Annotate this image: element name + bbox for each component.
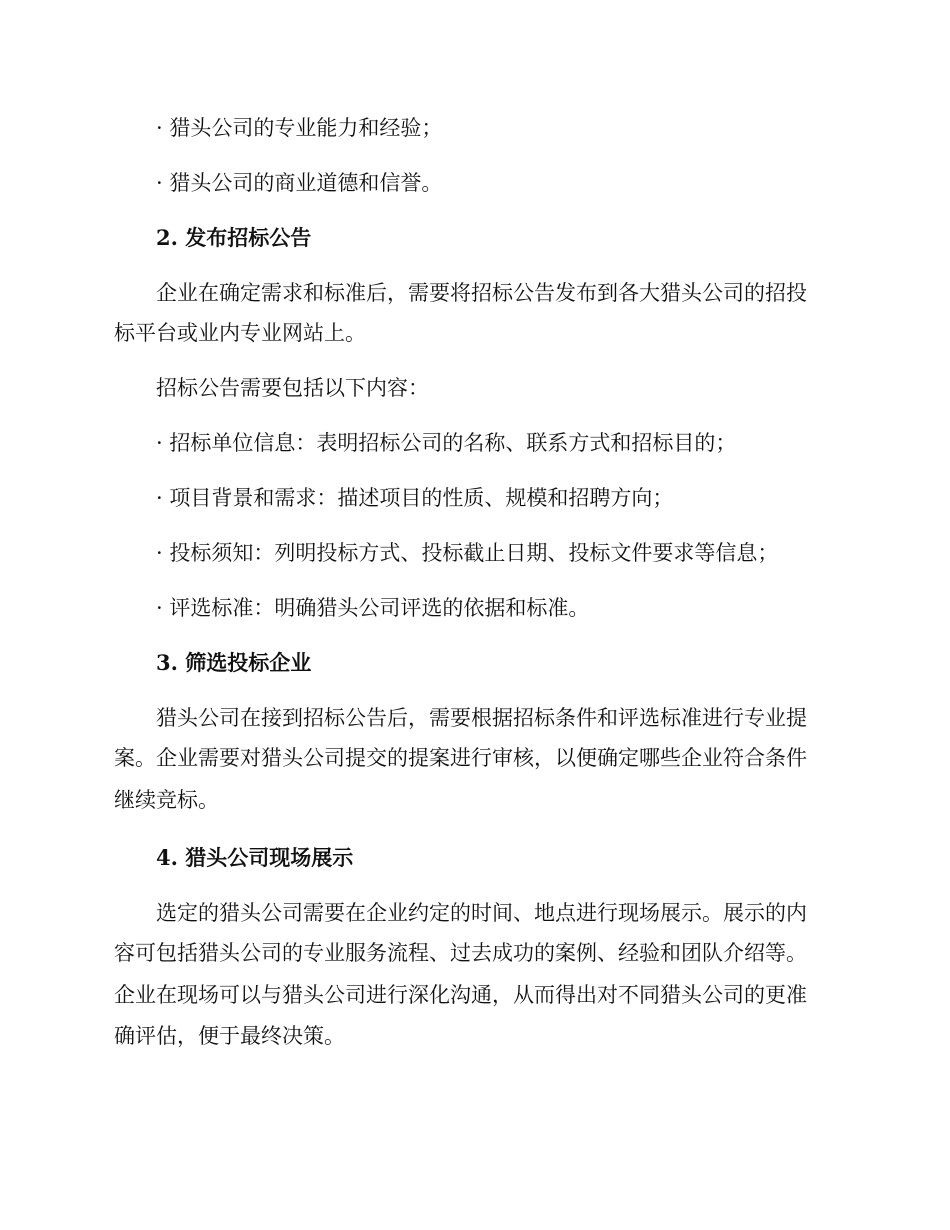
paragraph-line: 企业在确定需求和标准后，需要将招标公告发布到各大猎头公司的招投 [156, 281, 807, 305]
bullet-item: · 项目背景和需求：描述项目的性质、规模和招聘方向； [156, 486, 674, 510]
paragraph-line: 案。企业需要对猎头公司提交的提案进行审核，以便确定哪些企业符合条件 [114, 746, 807, 770]
section-heading-2: 2. 发布招标公告 [156, 225, 312, 250]
paragraph-line: 选定的猎头公司需要在企业约定的时间、地点进行现场展示。展示的内 [156, 901, 807, 925]
paragraph-line: 猎头公司在接到招标公告后，需要根据招标条件和评选标准进行专业提 [156, 706, 807, 730]
bullet-item: · 猎头公司的专业能力和经验； [156, 116, 443, 140]
paragraph-line: 容可包括猎头公司的专业服务流程、过去成功的案例、经验和团队介绍等。 [114, 941, 807, 965]
bullet-item: · 招标单位信息：表明招标公司的名称、联系方式和招标目的； [156, 431, 737, 455]
paragraph-line: 企业在现场可以与猎头公司进行深化沟通，从而得出对不同猎头公司的更准 [114, 983, 807, 1007]
section-heading-3: 3. 筛选投标企业 [156, 650, 312, 675]
bullet-item: · 评选标准：明确猎头公司评选的依据和标准。 [156, 596, 590, 620]
bullet-item: · 投标须知：列明投标方式、投标截止日期、投标文件要求等信息； [156, 541, 779, 565]
section-heading-4: 4. 猎头公司现场展示 [156, 845, 354, 870]
bullet-item: · 猎头公司的商业道德和信誉。 [156, 171, 443, 195]
paragraph-line: 确评估，便于最终决策。 [114, 1024, 345, 1048]
paragraph-line: 标平台或业内专业网站上。 [114, 321, 366, 345]
paragraph-line: 招标公告需要包括以下内容： [156, 376, 429, 400]
paragraph-line: 继续竞标。 [114, 788, 219, 812]
